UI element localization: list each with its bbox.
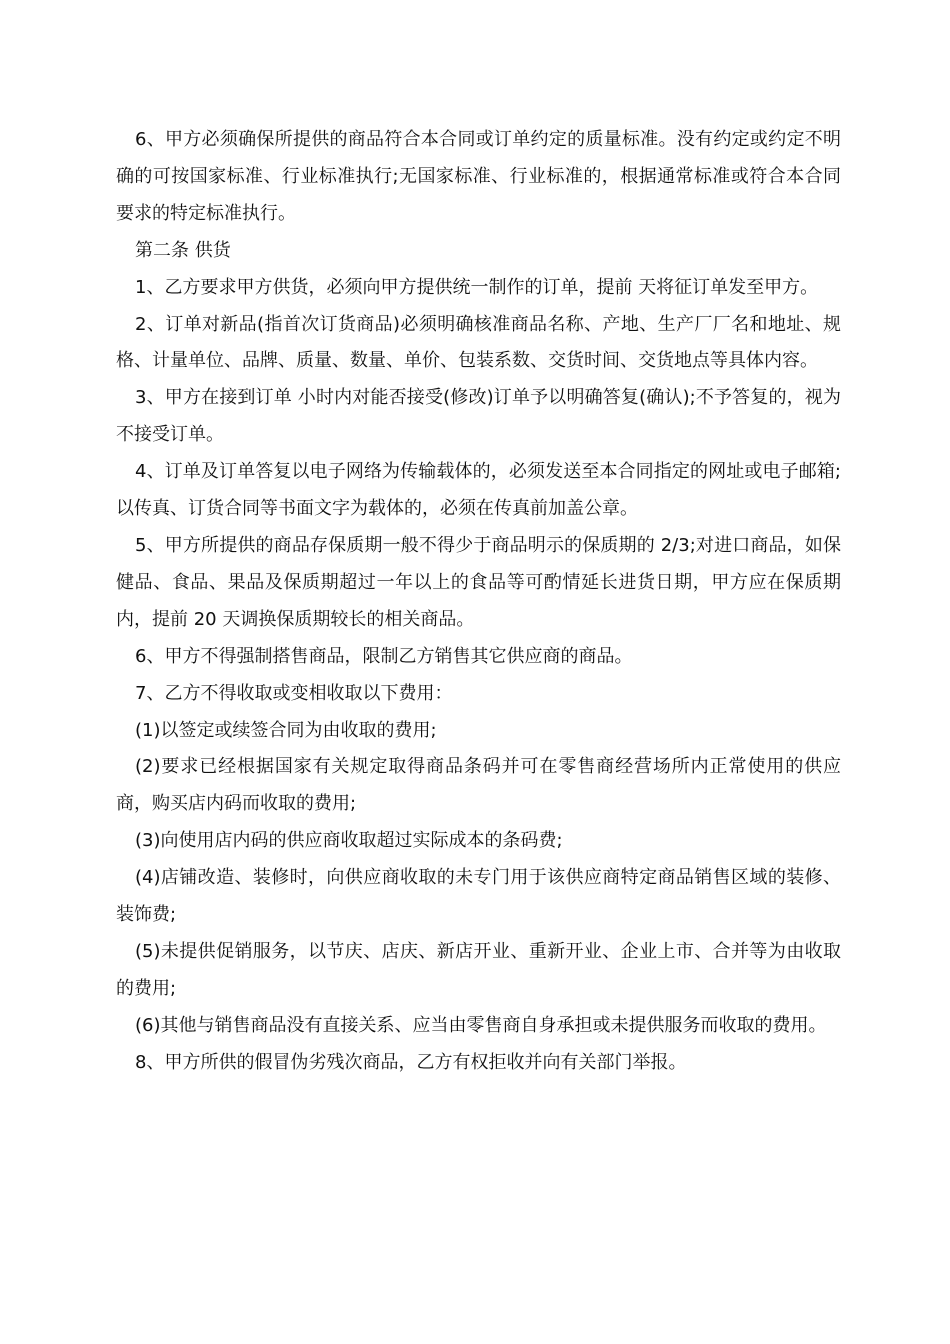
clause-order-reply: 3、甲方在接到订单 小时内对能否接受(修改)订单予以明确答复(确认);不予答复的，视为不接受订单。 (116, 387, 841, 446)
fee-item-5: (5)未提供促销服务，以节庆、店庆、新店开业、重新开业、企业上市、合并等为由收取的费用; (116, 940, 841, 999)
fee-item-4: (4)店铺改造、装修时，向供应商收取的未专门用于该供应商特定商品销售区域的装修、装饰费; (116, 867, 841, 926)
clause-shelf-life: 5、甲方所提供的商品存保质期一般不得少于商品明示的保质期的 2/3;对进口商品，如保健品、食品、果品及保质期超过一年以上的食品等可酌情延长进货日期，甲方应在保质期内，提前 20 天调换保质期较长的相关商品。 (116, 534, 841, 630)
clause-no-forced-bundling: 6、甲方不得强制搭售商品，限制乙方销售其它供应商的商品。 (135, 645, 633, 667)
section-heading-supply: 第二条 供货 (135, 239, 231, 261)
fee-item-6: (6)其他与销售商品没有直接关系、应当由零售商自身承担或未提供服务而收取的费用。 (135, 1014, 827, 1036)
clause-order-supply: 1、乙方要求甲方供货，必须向甲方提供统一制作的订单，提前 天将征订单发至甲方。 (135, 276, 819, 298)
document-body (116, 122, 841, 1082)
clause-order-transmission: 4、订单及订单答复以电子网络为传输载体的，必须发送至本合同指定的网址或电子邮箱;以传真、订货合同等书面文字为载体的，必须在传真前加盖公章。 (116, 461, 841, 520)
clause-counterfeit-goods: 8、甲方所供的假冒伪劣残次商品，乙方有权拒收并向有关部门举报。 (135, 1051, 687, 1073)
fee-item-1: (1)以签定或续签合同为由收取的费用; (135, 719, 437, 741)
clause-quality-standard: 6、甲方必须确保所提供的商品符合本合同或订单约定的质量标准。没有约定或约定不明确的可按国家标准、行业标准执行;无国家标准、行业标准的，根据通常标准或符合本合同要求的特定标准执行。 (116, 129, 841, 224)
fee-item-2: (2)要求已经根据国家有关规定取得商品条码并可在零售商经营场所内正常使用的供应商，购买店内码而收取的费用; (116, 756, 841, 815)
fee-item-3: (3)向使用店内码的供应商收取超过实际成本的条码费; (135, 830, 563, 852)
clause-prohibited-fees: 7、乙方不得收取或变相收取以下费用： (135, 682, 453, 704)
clause-new-product-order: 2、订单对新品(指首次订货商品)必须明确核准商品名称、产地、生产厂厂名和地址、规格、计量单位、品牌、质量、数量、单价、包装系数、交货时间、交货地点等具体内容。 (116, 313, 841, 372)
